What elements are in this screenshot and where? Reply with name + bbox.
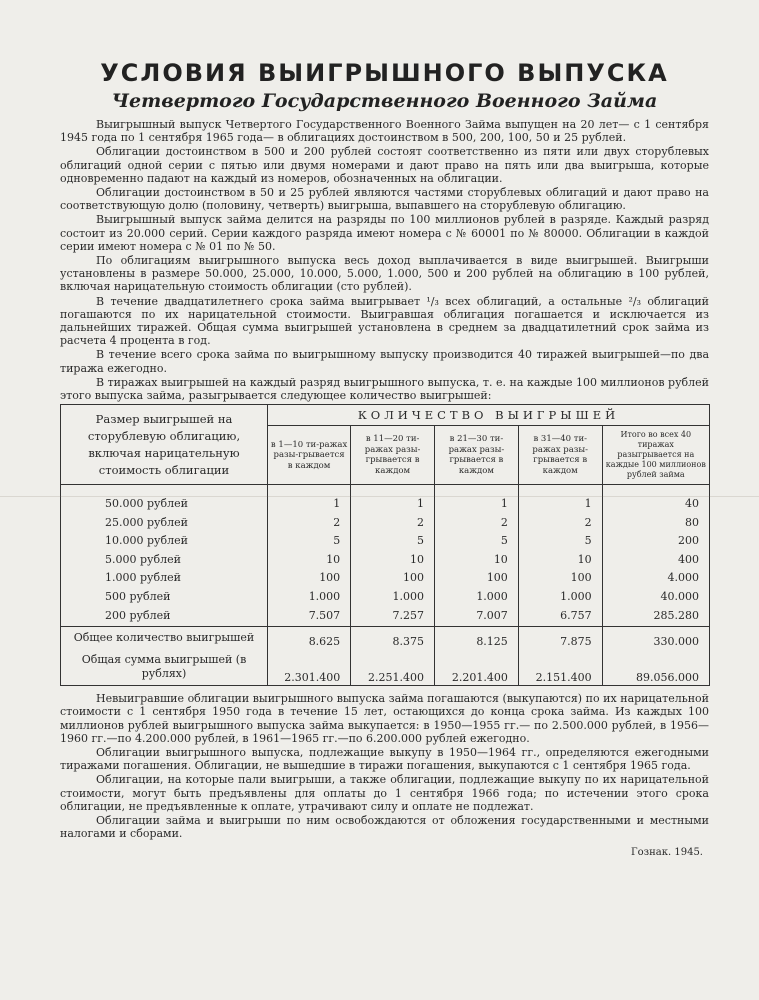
table-row	[61, 569, 710, 588]
draws-11-20-header: в 11—20 ти-ражах разы-грывается в каждом	[351, 426, 435, 485]
printer-imprint: Гознак. 1945.	[631, 846, 703, 858]
table-row	[61, 514, 710, 533]
cell-value: 100	[435, 569, 519, 588]
total-count-label: Общее количество выигрышей	[61, 627, 268, 650]
cell-value: 2	[351, 514, 435, 533]
cell-value: 5	[268, 532, 351, 551]
cell-value: 7.875	[518, 627, 602, 650]
cell-value: 100	[268, 569, 351, 588]
intro-text	[60, 118, 709, 402]
cell-value: 40.000	[602, 588, 709, 607]
cell-value: 7.507	[268, 606, 351, 627]
cell-value: 1	[351, 495, 435, 514]
draws-21-30-header: в 21—30 ти-ражах разы-грывается в каждом	[435, 426, 519, 485]
paragraph: Невыигравшие облигации выигрышного выпуска займа погашаются (выкупаются) по их нарицательной стоимости с 1 сентября 1950 года в течение 15 лет, остающихся до конца срока займа. Из каждых 100 миллионов рублей выигрышного выпуска займа выкупается: в 1950—1955 гг.— по 2.500.000 рублей, в 1956—1960 гг.—по 4.200.000 рублей, в 1961—1965 гг.—по 6.200.000 рублей ежегодно.	[60, 692, 709, 745]
cell-value: 1	[435, 495, 519, 514]
cell-value: 4.000	[602, 569, 709, 588]
total-count-row	[61, 627, 710, 650]
prize-size-header: Размер выигрышей на сторублевую облигацию, включая нарицательную стоимость облигации	[61, 405, 268, 485]
cell-value: 10	[518, 551, 602, 570]
cell-value: 200	[602, 532, 709, 551]
paragraph: Выигрышный выпуск Четвертого Государственного Военного Займа выпущен на 20 лет— с 1 сентября 1945 года по 1 сентября 1965 года— в облигациях достоинством в 500, 200, 100, 50 и 25 рублей.	[60, 118, 709, 145]
cell-value: 1	[268, 495, 351, 514]
page-title: УСЛОВИЯ ВЫИГРЫШНОГО ВЫПУСКА	[100, 59, 669, 87]
cell-value: 2.251.400	[351, 649, 435, 686]
cell-value: 6.757	[518, 606, 602, 627]
paragraph: Выигрышный выпуск займа делится на разряды по 100 миллионов рублей в разряде. Каждый разряд состоит из 20.000 серий. Серии каждого разряда имеют номера с № 60001 по № 80000. Облигации в каждой серии имеют номера с № 01 по № 50.	[60, 213, 709, 253]
table-row	[61, 495, 710, 514]
prize-amount: 1.000 рублей	[61, 569, 268, 588]
cell-value: 7.007	[435, 606, 519, 627]
page-subtitle: Четвертого Государственного Военного Займа	[111, 90, 658, 112]
prize-amount: 500 рублей	[61, 588, 268, 607]
cell-value: 2	[435, 514, 519, 533]
cell-value: 8.125	[435, 627, 519, 650]
total-sum-label: Общая сумма выигрышей (в рублях)	[61, 649, 268, 686]
prize-count-header: КОЛИЧЕСТВО ВЫИГРЫШЕЙ	[268, 405, 710, 426]
cell-value: 5	[435, 532, 519, 551]
prize-amount: 5.000 рублей	[61, 551, 268, 570]
cell-value: 1.000	[268, 588, 351, 607]
prize-table	[60, 404, 710, 686]
cell-value: 2.201.400	[435, 649, 519, 686]
table-row	[61, 532, 710, 551]
cell-value: 1.000	[518, 588, 602, 607]
cell-value: 2.301.400	[268, 649, 351, 686]
paragraph: В тиражах выигрышей на каждый разряд выигрышного выпуска, т. е. на каждые 100 миллионов рублей этого выпуска займа, разыгрывается следующее количество выигрышей:	[60, 375, 709, 403]
cell-value: 80	[602, 514, 709, 533]
paragraph: Облигации достоинством в 50 и 25 рублей являются частями сторублевых облигаций и дают право на соответствующую долю (половину, четверть) выигрыша, выпавшего на сторублевую облигацию.	[60, 186, 709, 213]
paragraph: В течение двадцатилетнего срока займа выигрывает ¹/₃ всех облигаций, а остальные ²/₃ облигаций погашаются по их нарицательной стоимости. Выигравшая облигация погашается и исключается из дальнейших тиражей. Общая сумма выигрышей установлена в среднем за двадцатилетний срок займа из расчета 4 процента в год.	[60, 294, 709, 348]
cell-value: 330.000	[602, 627, 709, 650]
paragraph: Облигации, на которые пали выигрыши, а также облигации, подлежащие выкупу по их нарицательной стоимости, могут быть предъявлены для оплаты до 1 сентября 1966 года; по истечении этого срока облигации, не предъявленные к оплате, утрачивают силу и оплате не подлежат.	[60, 773, 709, 813]
paragraph: Облигации достоинством в 500 и 200 рублей состоят соответственно из пяти или двух сторублевых облигаций одной серии с пятью или двумя номерами и дают право на пять или два выигрыша, которые одновременно падают на каждый из номеров, обозначенных на облигации.	[60, 145, 709, 185]
cell-value: 2	[518, 514, 602, 533]
cell-value: 2.151.400	[518, 649, 602, 686]
paragraph: По облигациям выигрышного выпуска весь доход выплачивается в виде выигрышей. Выигрыши установлены в размере 50.000, 25.000, 10.000, 5.000, 1.000, 500 и 200 рублей на облигацию в 100 рублей, включая нарицательную стоимость облигации (сто рублей).	[60, 254, 709, 294]
draws-31-40-header: в 31—40 ти-ражах разы-грывается в каждом	[518, 426, 602, 485]
cell-value: 89.056.000	[602, 649, 709, 686]
cell-value: 10	[351, 551, 435, 570]
table-row	[61, 588, 710, 607]
cell-value: 10	[435, 551, 519, 570]
cell-value: 400	[602, 551, 709, 570]
draws-1-10-header: в 1—10 ти-ражах разы-грывается в каждом	[268, 426, 351, 485]
cell-value: 100	[351, 569, 435, 588]
prize-amount: 25.000 рублей	[61, 514, 268, 533]
outro-text	[60, 692, 709, 840]
cell-value: 100	[518, 569, 602, 588]
cell-value: 1.000	[435, 588, 519, 607]
cell-value: 10	[268, 551, 351, 570]
cell-value: 1	[518, 495, 602, 514]
cell-value: 7.257	[351, 606, 435, 627]
cell-value: 5	[351, 532, 435, 551]
cell-value: 2	[268, 514, 351, 533]
paragraph: Облигации займа и выигрыши по ним освобождаются от обложения государственными и местными налогами и сборами.	[60, 814, 709, 841]
table-row	[61, 551, 710, 570]
cell-value: 285.280	[602, 606, 709, 627]
cell-value: 5	[518, 532, 602, 551]
table-row	[61, 606, 710, 627]
total-sum-row	[61, 649, 710, 686]
cell-value: 8.625	[268, 627, 351, 650]
cell-value: 1.000	[351, 588, 435, 607]
cell-value: 40	[602, 495, 709, 514]
paragraph: В течение всего срока займа по выигрышному выпуску производится 40 тиражей выигрышей—по два тиража ежегодно.	[60, 348, 709, 375]
prize-amount: 50.000 рублей	[61, 495, 268, 514]
paragraph: Облигации выигрышного выпуска, подлежащие выкупу в 1950—1964 гг., определяются ежегодными тиражами погашения. Облигации, не вышедшие в тиражи погашения, выкупаются с 1 сентября 1965 года.	[60, 746, 709, 773]
prize-amount: 10.000 рублей	[61, 532, 268, 551]
prize-amount: 200 рублей	[61, 606, 268, 627]
fold-crease	[0, 496, 759, 497]
cell-value: 8.375	[351, 627, 435, 650]
total-all-draws-header: Итого во всех 40 тиражах разыгрывается на каждые 100 миллионов рублей займа	[602, 426, 709, 485]
